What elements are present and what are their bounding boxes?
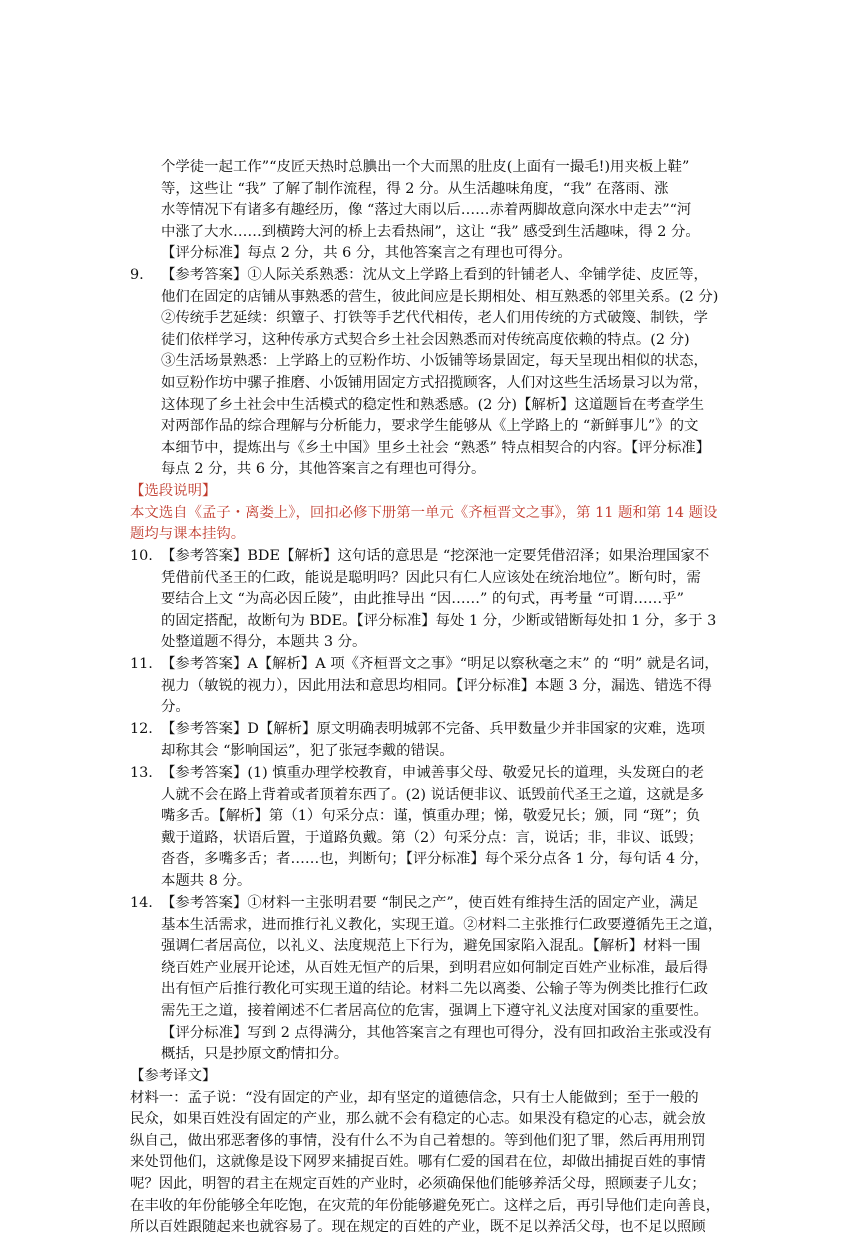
text-line: 凭借前代圣王的仁政，能说是聪明吗？因此只有仁人应该处在统治地位”。断句时，需: [161, 569, 701, 586]
text-line: 沓沓，多嘴多舌；者……也，判断句；【评分标准】每个采分点各 1 分，每句话 4 分，: [161, 851, 709, 868]
text-line: 所以百姓跟随起来也就容易了。现在规定的百姓的产业，既不足以养活父母，也不足以照顾: [130, 1219, 706, 1236]
text-line: 【参考答案】A【解析】A 项《齐桓晋文之事》“明足以察秋毫之末” 的 “明” 就是名词，: [161, 656, 719, 672]
text-line: 要结合上文 “为高必因丘陵”，由此推导出 “因……” 的句式，再考量 “可谓……乎”: [161, 591, 684, 608]
answer-9-lines: [161, 265, 721, 481]
text-line: 戴于道路，状语后置，于道路负戴。第（2）句采分点：言，说话；非，非议、诋毁；: [161, 829, 703, 846]
text-line: 【评分标准】写到 2 点得满分，其他答案言之有理也可得分，没有回扣政治主张或没有: [161, 1024, 712, 1041]
text-line: 中涨了大水……到横跨大河的桥上去看热闹”，这让 “我” 感受到生活趣味，得 2 分。: [161, 223, 700, 240]
question-number: 9.: [130, 267, 144, 283]
text-line: 【评分标准】每点 2 分，共 6 分，其他答案言之有理也可得分。: [161, 245, 572, 262]
question-number: 12.: [130, 721, 153, 737]
text-line: 在丰收的年份能够全年吃饱，在灾荒的年份能够避免死亡。这样之后，再引导他们走向善良，: [130, 1197, 721, 1214]
text-line: 等，这些让 “我” 了解了制作流程，得 2 分。从生活趣味角度，“我” 在落雨、涨: [161, 180, 669, 197]
text-line: 如豆粉作坊中骡子推磨、小饭铺用固定方式招揽顾客，人们对这些生活场景习以为常，: [161, 374, 708, 391]
selection-notes-body: [130, 481, 730, 546]
section-heading: 【选段说明】: [130, 483, 217, 499]
text-line: 概括，只是抄原文酌情扣分。: [161, 1046, 349, 1063]
text-line: 分。: [161, 699, 190, 716]
text-line: 【参考答案】D【解析】原文明确表明城郭不完备、兵甲数量少并非国家的灾难，选项: [161, 721, 705, 737]
answer-11-lines: [161, 654, 721, 719]
text-line: 呢？因此，明智的君主在规定百姓的产业时，必须确保他们能够养活父母，照顾妻子儿女；: [130, 1175, 706, 1192]
text-line: 【参考答案】①材料一主张明君要 “制民之产”，使百姓有维持生活的固定产业，满足: [161, 895, 699, 911]
text-line: 需先王之道，接着阐述不仁者居高位的危害，强调上下遵守礼义法度对国家的重要性。: [161, 1002, 708, 1019]
text-line: 徒们依样学习，这种传承方式契合乡土社会因熟悉而对传统高度依赖的特点。(2 分): [161, 331, 690, 348]
text-line: 本题共 8 分。: [161, 872, 252, 889]
text-line: 来处罚他们，这就像是设下网罗来捕捉百姓。哪有仁爱的国君在位，却做出捕捉百姓的事情: [130, 1154, 706, 1171]
text-line: 人就不会在路上背着或者顶着东西了。(2) 说话便非议、诋毁前代圣王之道，这就是多: [161, 786, 705, 803]
text-line: 【参考答案】BDE【解析】这句话的意思是 “挖深池一定要凭借沼泽；如果治理国家不: [161, 548, 710, 564]
text-line: 他们在固定的店铺从事熟悉的营生，彼此间应是长期相处、相互熟悉的邻里关系。(2 分): [161, 288, 719, 305]
text-line: 本文选自《孟子・离娄上》，回扣必修下册第一单元《齐桓晋文之事》，第 11 题和第 14 题设: [130, 504, 718, 521]
question-number: 14.: [130, 895, 153, 911]
question-number: 10.: [130, 548, 153, 564]
text-line: 纵自己，做出邪恶奢侈的事情，没有什么不为自己着想的。等到他们犯了罪，然后再用刑罚: [130, 1132, 706, 1149]
text-line: 这体现了乡土社会中生活模式的稳定性和熟悉感。(2 分)【解析】这道题旨在考查学生: [161, 396, 705, 413]
reference-translation-body: [130, 1066, 730, 1239]
answer-14-lines: [161, 893, 721, 1066]
answer-8-lines: [161, 157, 721, 265]
text-line: 本细节中，提炼出与《乡土中国》里乡土社会 “熟悉” 特点相契合的内容。【评分标准】: [161, 439, 711, 456]
text-line: 【参考答案】①人际关系熟悉：沈从文上学路上看到的针铺老人、伞铺学徒、皮匠等，: [161, 267, 708, 283]
answer-10-lines: [161, 546, 721, 654]
text-line: ②传统手艺延续：织簟子、打铁等手艺代代相传，老人们用传统的方式破篾、制铁，学: [161, 310, 708, 327]
text-line: 的固定搭配，故断句为 BDE。【评分标准】每处 1 分，少断或错断每处扣 1 分，多于 3: [161, 612, 717, 629]
text-line: 却称其会 “影响国运”，犯了张冠李戴的错误。: [161, 742, 454, 759]
text-line: 个学徒一起工作”“皮匠天热时总腆出一个大而黑的肚皮(上面有一撮毛!)用夹板上鞋”: [161, 159, 690, 175]
question-number: 11.: [130, 656, 153, 672]
question-number: 13.: [130, 765, 153, 781]
text-line: 基本生活需求，进而推行礼义教化，实现王道。②材料二主张推行仁政要遵循先王之道，: [161, 916, 723, 933]
text-line: 绕百姓产业展开论述，从百姓无恒产的后果，到明君应如何制定百姓产业标准，最后得: [161, 959, 708, 976]
text-line: 对两部作品的综合理解与分析能力，要求学生能够从《上学路上的 “新鲜事儿”》的文: [161, 418, 699, 435]
section-heading: 【参考译文】: [130, 1068, 217, 1084]
answer-12-lines: [161, 719, 721, 762]
text-line: ③生活场景熟悉：上学路上的豆粉作坊、小饭铺等场景固定，每天呈现出相似的状态，: [161, 353, 708, 370]
text-line: 【参考答案】(1) 慎重办理学校教育，申诫善事父母、敬爱兄长的道理，头发斑白的老: [161, 765, 705, 781]
answer-13-lines: [161, 763, 721, 893]
text-line: 材料一：孟子说：“没有固定的产业，却有坚定的道德信念，只有士人能做到；至于一般的: [130, 1089, 699, 1106]
text-line: 出有恒产后推行教化可实现王道的结论。材料二先以离娄、公输子等为例类比推行仁政: [161, 981, 708, 998]
text-line: 民众，如果百姓没有固定的产业，那么就不会有稳定的心志。如果没有稳定的心志，就会放: [130, 1111, 706, 1128]
text-line: 强调仁者居高位，以礼义、法度规范上下行为，避免国家陷入混乱。【解析】材料一围: [161, 938, 701, 955]
text-line: 视力（敏锐的视力），因此用法和意思均相同。【评分标准】本题 3 分，漏选、错选不得: [161, 677, 712, 694]
text-line: 水等情况下有诸多有趣经历，像 “落过大雨以后……赤着两脚故意向深水中走去”“河: [161, 202, 692, 219]
text-line: 题均与课本挂钩。: [130, 526, 246, 543]
text-line: 嘴多舌。【解析】第（1）句采分点：谨，慎重办理；悌，敬爱兄长；颁，同 “斑”；负: [161, 808, 701, 825]
text-line: 处整道题不得分，本题共 3 分。: [161, 634, 367, 651]
text-line: 每点 2 分，共 6 分，其他答案言之有理也可得分。: [161, 461, 486, 478]
